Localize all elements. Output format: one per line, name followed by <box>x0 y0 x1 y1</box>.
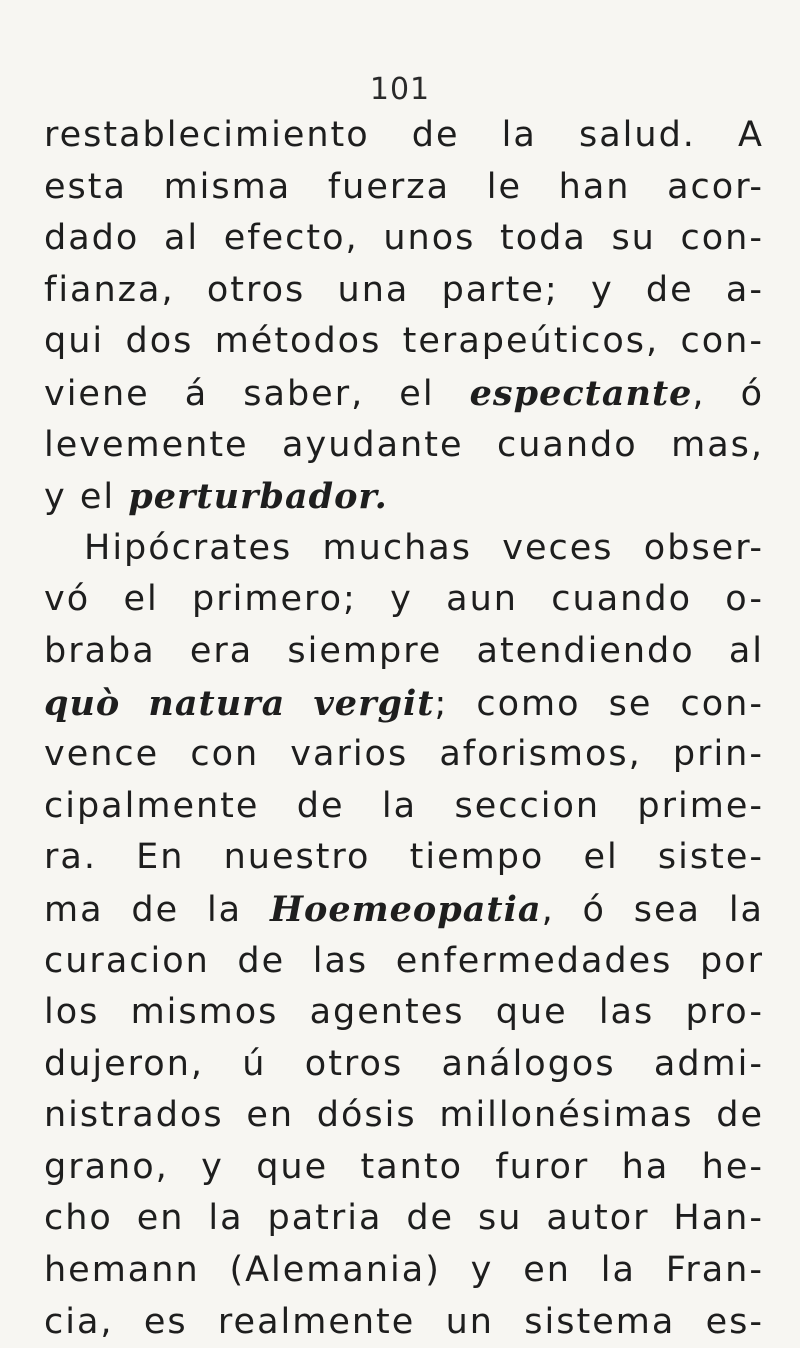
text-line <box>44 523 764 575</box>
text-segment: cipalmente de la seccion prime- <box>44 785 764 826</box>
text-line <box>44 1039 764 1091</box>
text-line <box>44 678 764 730</box>
text-line <box>44 574 764 626</box>
text-segment: y el <box>44 477 129 518</box>
text-segment: nistrados en dósis millonésimas de <box>44 1095 764 1136</box>
text-segment: vó el primero; y aun cuando o- <box>44 579 764 620</box>
text-segment: restablecimiento de la salud. A <box>44 115 764 155</box>
text-line <box>44 781 764 833</box>
text-segment: viene á saber, el <box>44 373 470 414</box>
text-line <box>44 1297 764 1348</box>
text-line <box>44 265 764 317</box>
text-segment: qui dos métodos terapeúticos, con- <box>44 321 764 362</box>
text-segment: grano, y que tanto furor ha he- <box>44 1146 764 1187</box>
text-line <box>44 471 764 523</box>
text-line <box>44 110 764 162</box>
text-segment: curacion de las enfermedades por <box>44 940 764 981</box>
page-number: 101 <box>369 72 431 107</box>
italic-term: perturbador. <box>128 476 388 518</box>
text-line <box>44 1245 764 1297</box>
text-segment: levemente ayudante cuando mas, <box>44 424 764 465</box>
text-segment: ra. En nuestro tiempo el siste- <box>44 837 764 878</box>
text-segment: braba era siempre atendiendo al <box>44 630 764 671</box>
text-line <box>44 1090 764 1142</box>
text-segment: los mismos agentes que las pro- <box>44 992 764 1033</box>
text-segment: , ó <box>692 373 764 414</box>
text-segment: vence con varios aforismos, prin- <box>44 734 764 775</box>
text-segment: , ó sea la <box>541 889 764 930</box>
text-segment: cia, es realmente un sistema es- <box>44 1301 764 1342</box>
text-segment: Hipócrates muchas veces obser- <box>84 527 764 568</box>
italic-term: espectante <box>469 372 693 414</box>
text-segment: dujeron, ú otros análogos admi- <box>44 1043 764 1084</box>
text-segment: ; como se con- <box>434 683 764 724</box>
text-line <box>44 213 764 265</box>
italic-term: quò natura vergit <box>44 682 435 724</box>
text-line <box>44 1142 764 1194</box>
text-line <box>44 368 764 420</box>
text-line <box>44 987 764 1039</box>
text-segment: hemann (Alemania) y en la Fran- <box>44 1250 764 1291</box>
text-segment: ma de la <box>44 889 270 930</box>
text-segment: cho en la patria de su autor Han- <box>44 1198 764 1239</box>
text-line <box>44 936 764 988</box>
text-segment: fianza, otros una parte; y de a- <box>44 269 764 310</box>
text-segment: dado al efecto, unos toda su con- <box>44 218 764 259</box>
page-text <box>44 110 764 1348</box>
text-line <box>44 729 764 781</box>
text-line <box>44 884 764 936</box>
text-line <box>44 832 764 884</box>
text-line <box>44 1193 764 1245</box>
text-line <box>44 162 764 214</box>
text-line <box>44 626 764 678</box>
text-line <box>44 316 764 368</box>
text-line <box>44 420 764 472</box>
italic-term: Hoemeopatia <box>269 888 542 930</box>
text-segment: esta misma fuerza le han acor- <box>44 166 764 207</box>
